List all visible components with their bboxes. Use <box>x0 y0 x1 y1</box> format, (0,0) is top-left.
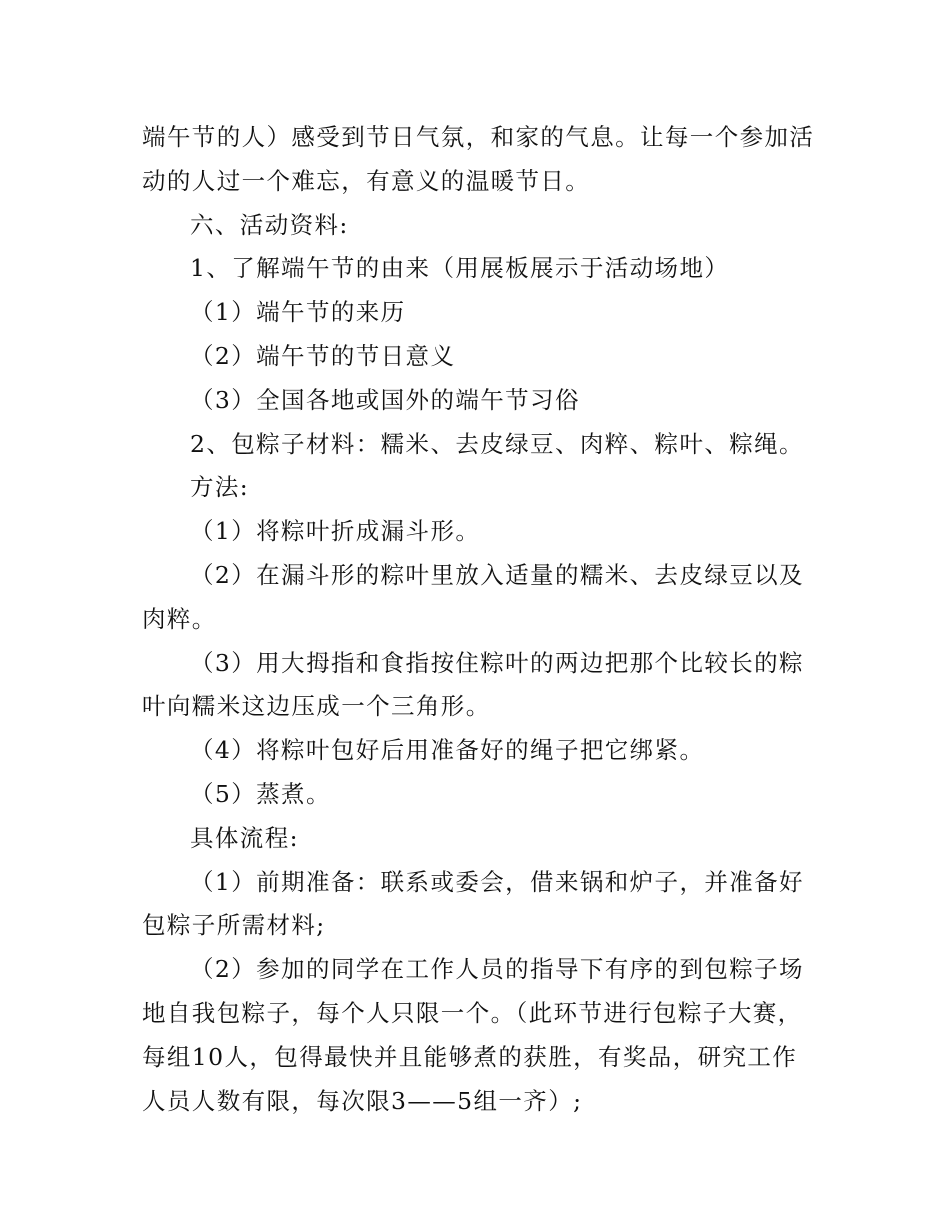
text-line: 端午节的人）感受到节日气氛，和家的气息。让每一个参加活 <box>142 123 815 151</box>
text-line: （1）前期准备：联系或委会，借来锅和炉子，并准备好 <box>190 867 804 896</box>
text-line: （2）端午节的节日意义 <box>190 341 456 370</box>
text-line: 具体流程: <box>190 823 299 852</box>
text-line: （3）用大拇指和食指按住粽叶的两边把那个比较长的粽 <box>190 648 804 677</box>
text-line: 2、包粽子材料：糯米、去皮绿豆、肉粹、粽叶、粽绳。 <box>190 429 804 458</box>
text-line: 每组10人，包得最快并且能够煮的获胜，有奖品，研究工作 <box>142 1042 798 1071</box>
text-line: （3）全国各地或国外的端午节习俗 <box>190 385 580 414</box>
text-line: 人员人数有限，每次限3——5组一齐）; <box>142 1086 583 1115</box>
text-line: 1、了解端午节的由来（用展板展示于活动场地） <box>190 254 730 283</box>
text-line: 六、活动资料: <box>190 210 349 239</box>
document-body <box>142 116 815 1123</box>
text-line: （2）在漏斗形的粽叶里放入适量的糯米、去皮绿豆以及 <box>190 560 804 589</box>
text-line: 肉粹。 <box>142 604 217 633</box>
text-line: （1）将粽叶折成漏斗形。 <box>190 517 481 546</box>
text-line: 包粽子所需材料; <box>142 911 326 940</box>
text-line: （1）端午节的来历 <box>190 298 406 327</box>
text-line: （2）参加的同学在工作人员的指导下有序的到包粽子场 <box>190 955 804 984</box>
text-line: （4）将粽叶包好后用准备好的绳子把它绑紧。 <box>190 736 705 765</box>
text-line: 方法: <box>190 473 250 502</box>
text-line: 叶向糯米这边压成一个三角形。 <box>142 692 491 721</box>
text-line: （5）蒸煮。 <box>190 779 331 808</box>
text-line: 地自我包粽子，每个人只限一个。（此环节进行包粽子大赛， <box>142 998 803 1027</box>
text-line: 动的人过一个难忘，有意义的温暖节日。 <box>142 166 591 195</box>
